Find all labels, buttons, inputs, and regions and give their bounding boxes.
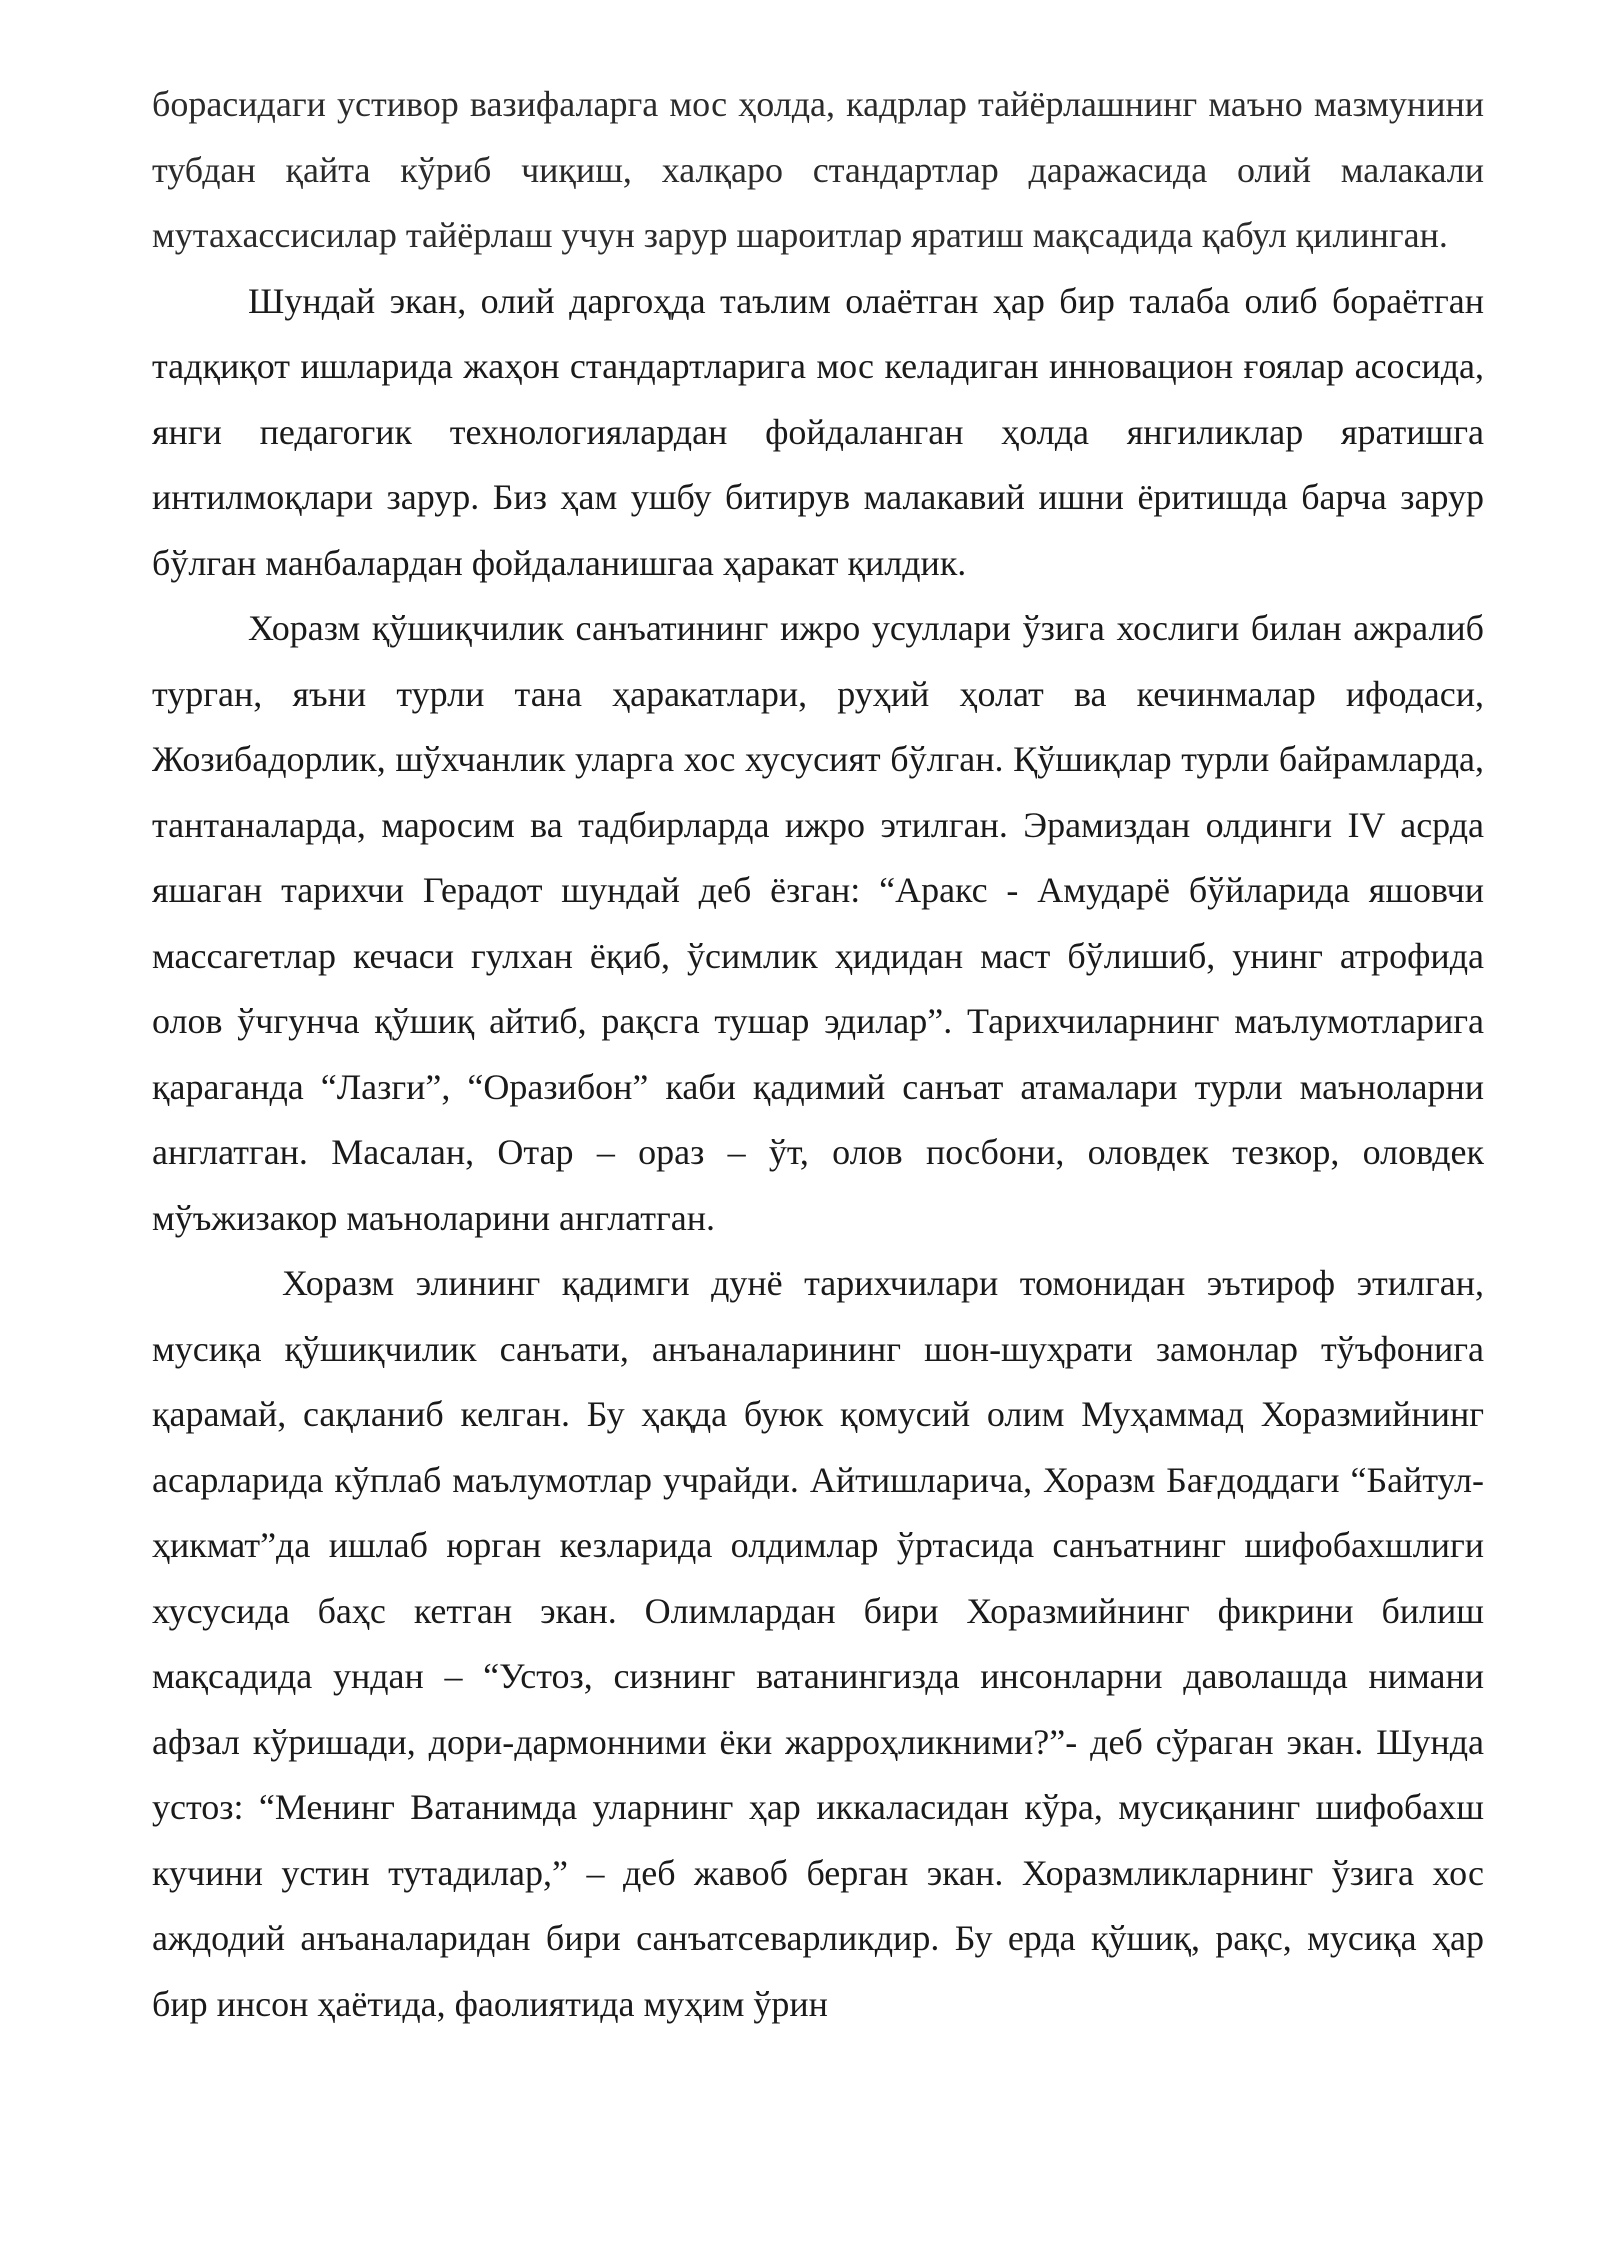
paragraph-4: Хоразм элининг қадимги дунё тарихчилари томонидан эътироф этилган, мусиқа қўшиқчилик санъати, анъаналарининг шон-шуҳрати замонлар тўъфонига қарамай, сақланиб келган. Бу ҳақда буюк қомусий олим Муҳаммад Хоразмийнинг асарларида кўплаб маълумотлар учрайди. Айтишларича, Хоразм Бағдоддаги “Байтул-ҳикмат”да ишлаб юрган кезларида олдимлар ўртасида санъатнинг шифобахшлиги хусусида баҳс кетган экан. Олимлардан бири Хоразмийнинг фикрини билиш мақсадида ундан – “Устоз, сизнинг ватанингизда инсонларни даволашда нимани афзал кўришади, дори-дармонними ёки жарроҳликними?”- деб сўраган экан. Шунда устоз: “Менинг Ватанимда уларнинг ҳар иккаласидан кўра, мусиқанинг шифобахш кучини устин тутадилар,” – деб жавоб берган экан. Хоразмликларнинг ўзига хос аждодий анъаналаридан бири санъатсеварликдир. Бу ерда қўшиқ, рақс, мусиқа ҳар бир инсон ҳаётида, фаолиятида муҳим ўрин: [152, 1263, 1484, 2024]
document-body: [152, 72, 1484, 2037]
paragraph-3: Хоразм қўшиқчилик санъатининг ижро усуллари ўзига хослиги билан ажралиб турган, яъни турли тана ҳаракатлари, руҳий ҳолат ва кечинмалар ифодаси, Жозибадорлик, шўхчанлик уларга хос хусусият бўлган. Қўшиқлар турли байрамларда, тантаналарда, маросим ва тадбирларда ижро этилган. Эрамиздан олдинги IV асрда яшаган тарихчи Герадот шундай деб ёзган: “Аракс - Амударё бўйларида яшовчи массагетлар кечаси гулхан ёқиб, ўсимлик ҳидидан маст бўлишиб, унинг атрофида олов ўчгунча қўшиқ айтиб, рақсга тушар эдилар”. Тарихчиларнинг маълумотларига қараганда “Лазги”, “Оразибон” каби қадимий санъат атамалари турли маъноларни англатган. Масалан, Отар – ораз – ўт, олов посбони, оловдек тезкор, оловдек мўъжизакор маъноларини англатган.: [152, 608, 1484, 1238]
paragraph-1: борасидаги устивор вазифаларга мос ҳолда, кадрлар тайёрлашнинг маъно мазмунини тубдан қайта кўриб чиқиш, халқаро стандартлар даражасида олий малакали мутахассисилар тайёрлаш учун зарур шароитлар яратиш мақсадида қабул қилинган.: [152, 84, 1484, 255]
paragraph-2: Шундай экан, олий даргоҳда таълим олаётган ҳар бир талаба олиб бораётган тадқиқот ишларида жаҳон стандартларига мос келадиган инновацион ғоялар асосида, янги педагогик технологиялардан фойдаланган ҳолда янгиликлар яратишга интилмоқлари зарур. Биз ҳам ушбу битирув малакавий ишни ёритишда барча зарур бўлган манбалардан фойдаланишгаа ҳаракат қилдик.: [152, 280, 1484, 583]
